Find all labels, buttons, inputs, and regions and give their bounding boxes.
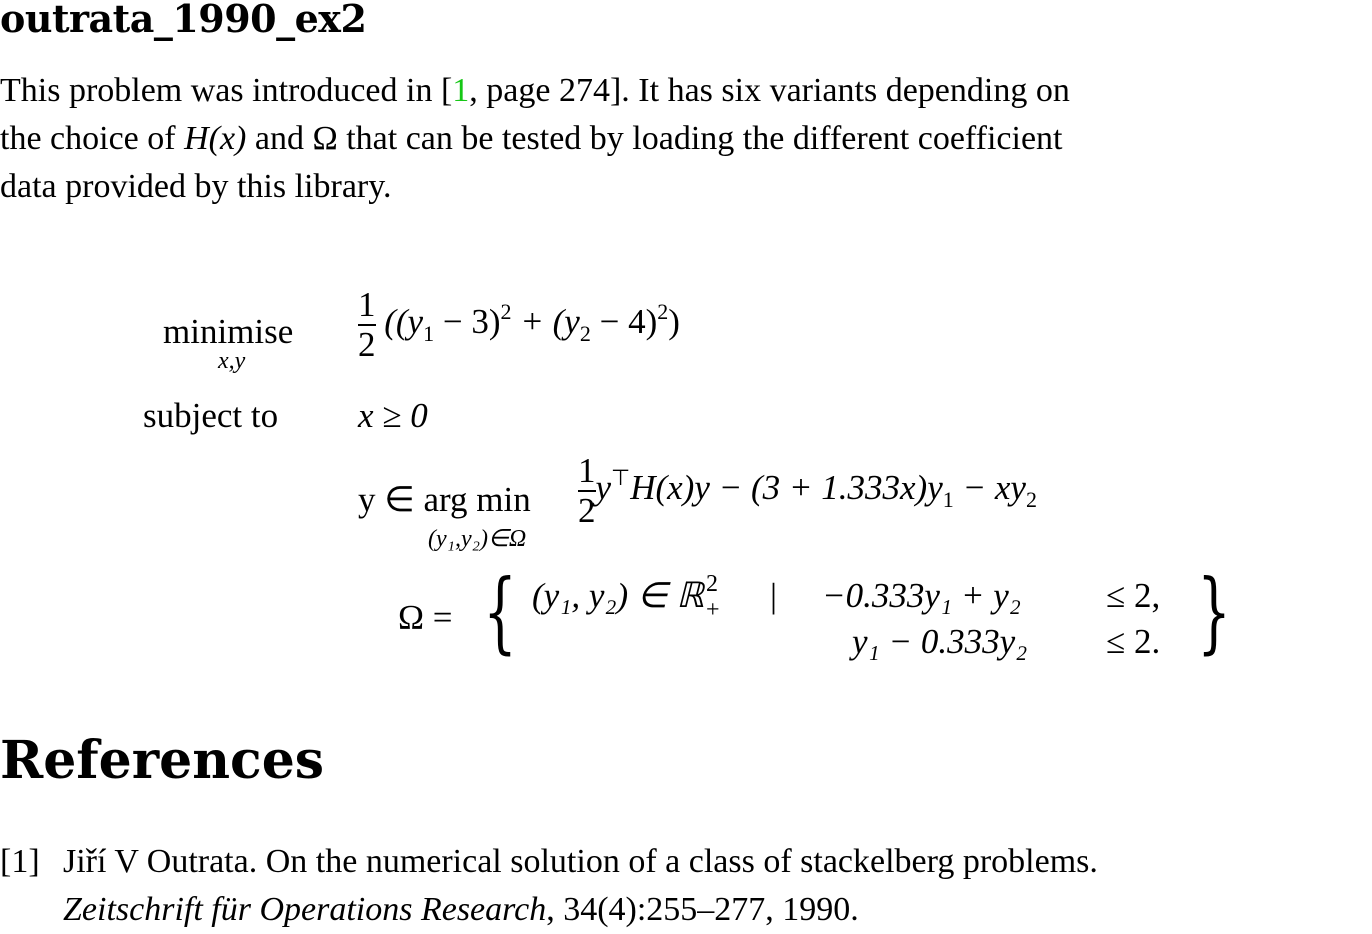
fraction-numerator: 1 (358, 285, 376, 324)
superscript: 2 (500, 299, 512, 325)
subscript: 1 (942, 487, 954, 513)
citation-link[interactable]: 1 (452, 72, 470, 109)
objective-part: − 4) (590, 302, 658, 342)
minimise-label: minimise (163, 312, 294, 351)
objective-part: ((y (384, 302, 424, 342)
transpose-symbol: ⊤ (611, 465, 631, 491)
reference-line-1: Jiří V Outrata. On the numerical solution of a class of stackelberg problems. (63, 843, 1098, 880)
intro-text: and Ω that can be tested by loading the different coefficient (246, 120, 1063, 157)
set-element: (y₁, y₂) ∈ ℝ (532, 576, 704, 615)
omega-lhs: Ω = (398, 598, 453, 637)
constraint-x-nonneg: x ≥ 0 (358, 396, 428, 435)
fraction-denominator: 2 (358, 325, 376, 364)
math-hx: H(x) (184, 120, 247, 157)
omega-row2-rhs: ≤ 2. (1106, 622, 1161, 661)
fraction-numerator: 1 (578, 451, 596, 490)
objective-part: ) (668, 302, 680, 342)
objective-part: − 3) (434, 302, 501, 342)
superscript: 2 (657, 299, 669, 325)
objective-part: + (y (511, 302, 580, 342)
objective-fraction (358, 285, 376, 364)
lower-part: − xy (953, 468, 1026, 508)
intro-line-2 (0, 120, 1062, 158)
subscript: 2 (1025, 487, 1037, 513)
journal-name: Zeitschrift für Operations Research (63, 891, 547, 928)
right-brace: } (1197, 560, 1231, 663)
intro-line-1 (0, 72, 1070, 110)
r2-plus-scripts (704, 571, 730, 623)
lower-fraction (578, 451, 596, 530)
minimise-subscript: x,y (218, 348, 246, 374)
subscript: 1 (423, 321, 435, 347)
omega-row2-lhs: y₁ − 0.333y₂ (852, 622, 1028, 661)
page-title: outrata_1990_ex2 (0, 0, 367, 41)
omega-element (532, 571, 730, 623)
omega-row1-lhs: −0.333y₁ + y₂ (822, 576, 1021, 615)
intro-text: This problem was introduced in [ (0, 72, 453, 109)
set-bar: | (770, 576, 778, 615)
reference-details: , 34(4):255–277, 1990. (546, 891, 859, 928)
reference-line-2 (63, 891, 859, 929)
intro-text: , page 274]. It has six variants depending on (469, 72, 1070, 109)
lower-part: H(x)y − (3 + 1.333x)y (630, 468, 943, 508)
lower-part: y (595, 468, 612, 508)
lower-level-objective (578, 451, 1037, 530)
intro-line-3: data provided by this library. (0, 168, 392, 205)
lower-level-lead: y ∈ arg min (358, 480, 531, 519)
intro-text: the choice of (0, 120, 185, 157)
argmin-subscript: (y₁,y₂)∈Ω (428, 526, 527, 552)
subscript: + (705, 597, 720, 623)
subscript: 2 (579, 321, 591, 347)
superscript: 2 (705, 571, 718, 597)
omega-row1-rhs: ≤ 2, (1106, 576, 1161, 615)
reference-number: [1] (0, 843, 40, 880)
references-heading: References (0, 730, 325, 791)
left-brace: { (483, 560, 517, 663)
fraction-denominator: 2 (578, 491, 596, 530)
objective (358, 285, 680, 364)
subject-to-label: subject to (143, 396, 279, 435)
